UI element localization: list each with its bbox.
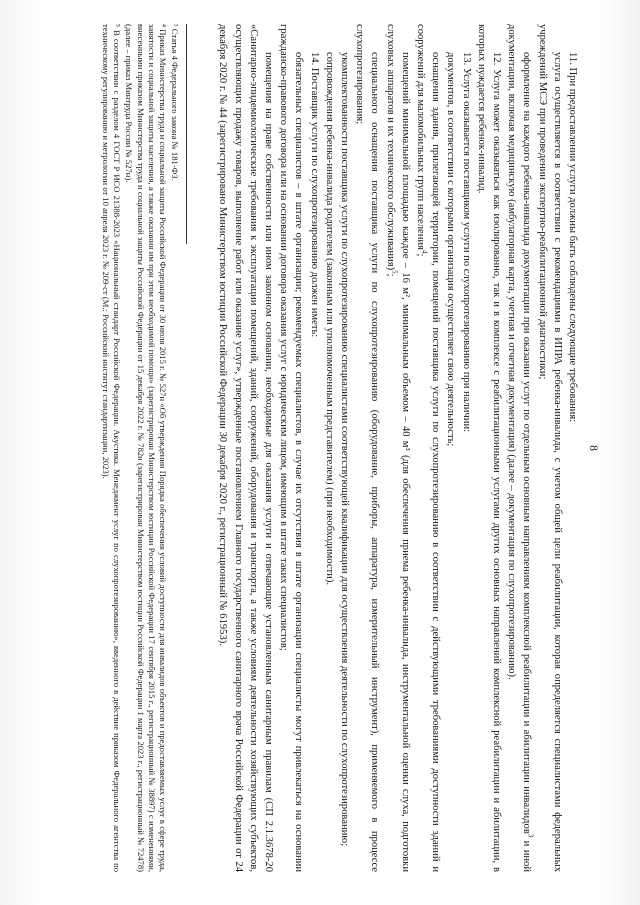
paragraph-13-item-5: укомплектованности поставщика услуги по слухопротезированию специалистами соответствующей квалификации для осуществления деятельности по слухопротезированию; [338, 52, 350, 847]
paragraph-11: 11. При предоставлении услуги должны быть соблюдены следующие требования: [567, 52, 578, 423]
paragraph-13-item-2: оснащения здания, прилегающей территории, помещений поставщика услуги по слухопротезированию в соответствии с действующими требованиями доступности зданий и сооружений для маломобильных групп населения$^4$; [414, 24, 442, 872]
footnotes [100, 24, 180, 872]
footnote-ref-3: 3 [526, 833, 535, 838]
paragraph-13-item-6: сопровождения ребенка-инвалида родителем (законным или уполномоченным представителем) (при необходимости). [323, 52, 335, 585]
paragraph-13-item-3: помещений минимальной площадью каждое – 16 м², минимальным объемом – 40 м³ (для обеспечения приема ребенка-инвалида, инструментальной оценки слуха, подготовки слуховых аппаратов и их технического обслуживания)$^5$; [384, 24, 411, 872]
paragraph-11-item-2-start: оформление на каждого ребенка-инвалида документации при оказании услуг по отдельным основным направлениям комплексной реабилитации и абилитации инвалидов [521, 52, 533, 834]
paragraph-13-item-3-text: помещений минимальной площадью каждое – 16 м², минимальным объемом – 40 м³ (для обеспечения приема ребенка-инвалида, инструментальной оценки слуха, подготовки слуховых аппаратов и их технического обслуживания) [384, 24, 411, 872]
paragraph-13: 13. Услуга оказывается поставщиком услуги по слухопротезированию при наличии: [460, 52, 472, 433]
paragraph-13-item-4: специального оснащения поставщика услуги по слухопротезированию (оборудование, приборы, аппаратура, измерительный инструмент), применяемого в процессе слухопротезирования; [354, 24, 381, 872]
footnote-divider [186, 24, 187, 244]
footnote-ref-4: 4 [420, 249, 429, 254]
paragraph-11-item-2 [504, 24, 534, 872]
footnote-5: ⁵ В соответствии с разделом 4 ГОСТ Р ИСО 21388-2023 «Национальный стандарт Российской Федерации. Акустика. Менеджмент услуг по слухопротезированию», введенного в действие приказом Федерального агентства по техническому регулированию и метрологии от 10 апреля 2023 г. № 209-ст (М.: Российский институт стандартизации, 2023). [100, 24, 123, 872]
page-number: 8 [587, 445, 599, 451]
paragraph-12: 12. Услуга может оказываться как изолированно, так и в комплексе с реабилитационными услугами других основных направлений комплексной реабилитации и абилитации, в которых нуждается ребенок-инвалид. [475, 24, 502, 872]
document-body [215, 24, 580, 872]
footnote-3: ³ Статья 4 Федерального закона № 181-ФЗ. [170, 24, 181, 181]
paragraph-14-item-2: помещения на праве собственности или ином законном основании, необходимые для оказания услуги и отвечающие установленным санитарным правилам (СП 2.1.3678-20 «Санитарно-эпидемиологические требования к эксплуатации помещений, зданий, сооружений, оборудования и транспорта, а также условиям деятельности хозяйствующих субъектов, осуществляющих продажу товаров, выполнение работ или оказание услуг», утвержденные постановлением Главного государственного санитарного врача Российской Федерации от 24 декабря 2020 г. № 44 (зарегистрировано Министерством юстиции Российской Федерации 30 декабря 2020 г., регистрационный № 61953). [217, 24, 274, 872]
footnote-4: ⁴ Приказ Министерства труда и социальной защиты Российской Федерации от 30 июля 2015 г. № 527н «Об утверждении Порядка обеспечения условий доступности для инвалидов объектов и предоставляемых услуг в сфере труда, занятости и социальной защиты населения, а также оказания им при этом необходимой помощи» (зарегистрирован Министерством юстиции Российской Федерации 17 сентября 2015 г., регистрационный № 38897) с изменениями, внесенными приказом Министерства труда и социальной защиты Российской Федерации от 15 декабря 2022 г. № 782н (зарегистрирован Министерством юстиции Российской Федерации 1 марта 2023 г., регистрационный № 72478) (далее – приказ Минтруда России № 527н). [124, 24, 168, 872]
paragraph-13-item-2-text: оснащения здания, прилегающей территории, помещений поставщика услуги по слухопротезированию в соответствии с действующими требованиями доступности зданий и сооружений для маломобильных групп населения [414, 24, 442, 872]
paragraph-14-item-1: обязательных специалистов – в штате организации; рекомендуемых специалистов, в случае их отсутствия в штате организации специалисты могут привлекаться на основании гражданско-правового договора или на основании договора оказания услуг с юридическим лицом, имеющим в штате таких специалистов; [278, 24, 305, 872]
paragraph-13-item-1: документов, в соответствии с которыми организация осуществляет свою деятельность; [445, 52, 457, 447]
paragraph-11-item-2-end: и иной документации, включая медицинскую (амбулаторная карта, учетная и отчетная документация) (далее – документация по слухопротезированию). [506, 24, 533, 872]
document-page [34, 18, 600, 878]
paragraph-11-item-1: услуга осуществляется в соответствии с рекомендациями в ИПРА ребенка-инвалида, с учетом общей цели реабилитации, которая определяется специалистами федеральных учреждений МСЭ при проведении экспертно-реабилитационной диагностики; [536, 24, 563, 872]
paragraph-14: 14. Поставщик услуги по слухопротезированию должен иметь: [308, 52, 320, 338]
footnote-ref-5: 5 [390, 270, 399, 274]
